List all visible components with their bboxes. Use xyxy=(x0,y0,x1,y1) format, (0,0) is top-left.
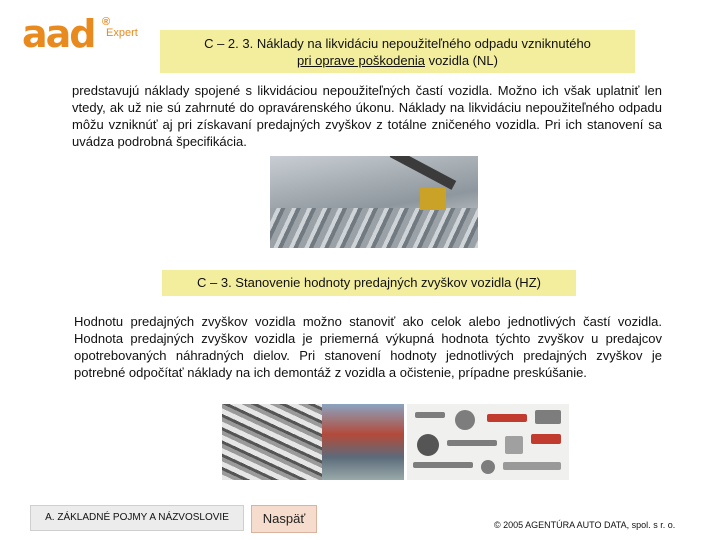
crane-arm xyxy=(390,156,457,190)
wrecked-car-photo xyxy=(222,404,322,480)
title-line-2-rest: vozidla (NL) xyxy=(424,53,498,68)
part-shape xyxy=(487,414,527,422)
scrap-pile xyxy=(270,208,478,248)
title-line-2 xyxy=(160,52,635,69)
company-logo xyxy=(22,14,142,54)
paragraph-disposal-costs: predstavujú náklady spojené s likvidáciou nepoužiteľných častí vozidla. Možno ich však uplatniť len vtedy, ak už nie sú zahrnuté do opravárenského úkonu. Náklady na likvidáciu nepoužiteľného odpadu môžu vzniknúť aj pri získavaní predajných zvyškov z totálne zničeného vozidla. Pri ich stanovení sa uvádza podrobná špecifikácia. xyxy=(72,83,662,149)
paragraph-residual-value: Hodnotu predajných zvyškov vozidla možno stanoviť ako celok alebo jednotlivých častí vozidla. Hodnota predajných zvyškov vozidla je priemerná výkupná hodnota týchto zvyškov u predajcov opotrebovaných náhradných dielov. Pri stanovení hodnoty jednotlivých predajných zvyškov je potrebné odpočítať náklady na ich demontáž z vozidla a očistenie, prípadne preskúšanie. xyxy=(74,314,662,380)
back-button[interactable]: Naspäť xyxy=(251,505,317,533)
title-underlined-phrase: pri oprave poškodenia xyxy=(297,53,425,68)
logo-expert-text: Expert xyxy=(106,27,138,39)
section-title-residual-value: C – 3. Stanovenie hodnoty predajných zvyškov vozidla (HZ) xyxy=(162,270,576,296)
part-shape xyxy=(505,436,523,454)
part-shape xyxy=(447,440,497,446)
crane-cab xyxy=(420,188,446,210)
part-shape xyxy=(481,460,495,474)
part-shape xyxy=(503,462,561,470)
part-shape xyxy=(531,434,561,444)
part-shape xyxy=(455,410,475,430)
part-shape xyxy=(413,462,473,468)
title-line-1: C – 2. 3. Náklady na likvidáciu nepoužiteľného odpadu vzniknutého xyxy=(204,36,591,51)
part-shape xyxy=(535,410,561,424)
part-shape xyxy=(417,434,439,456)
copyright-notice: © 2005 AGENTÚRA AUTO DATA, spol. s r. o. xyxy=(494,520,676,530)
basic-terms-button[interactable]: A. ZÁKLADNÉ POJMY A NÁZVOSLOVIE xyxy=(30,505,244,531)
section-title-disposal-costs xyxy=(160,30,635,73)
logo-registered-mark: ® xyxy=(102,16,111,28)
scrap-yard-photo xyxy=(270,156,478,248)
part-shape xyxy=(415,412,445,418)
logo-text: aad xyxy=(22,12,95,56)
car-parts-photo xyxy=(407,404,569,480)
stacked-cars-photo xyxy=(322,404,404,480)
